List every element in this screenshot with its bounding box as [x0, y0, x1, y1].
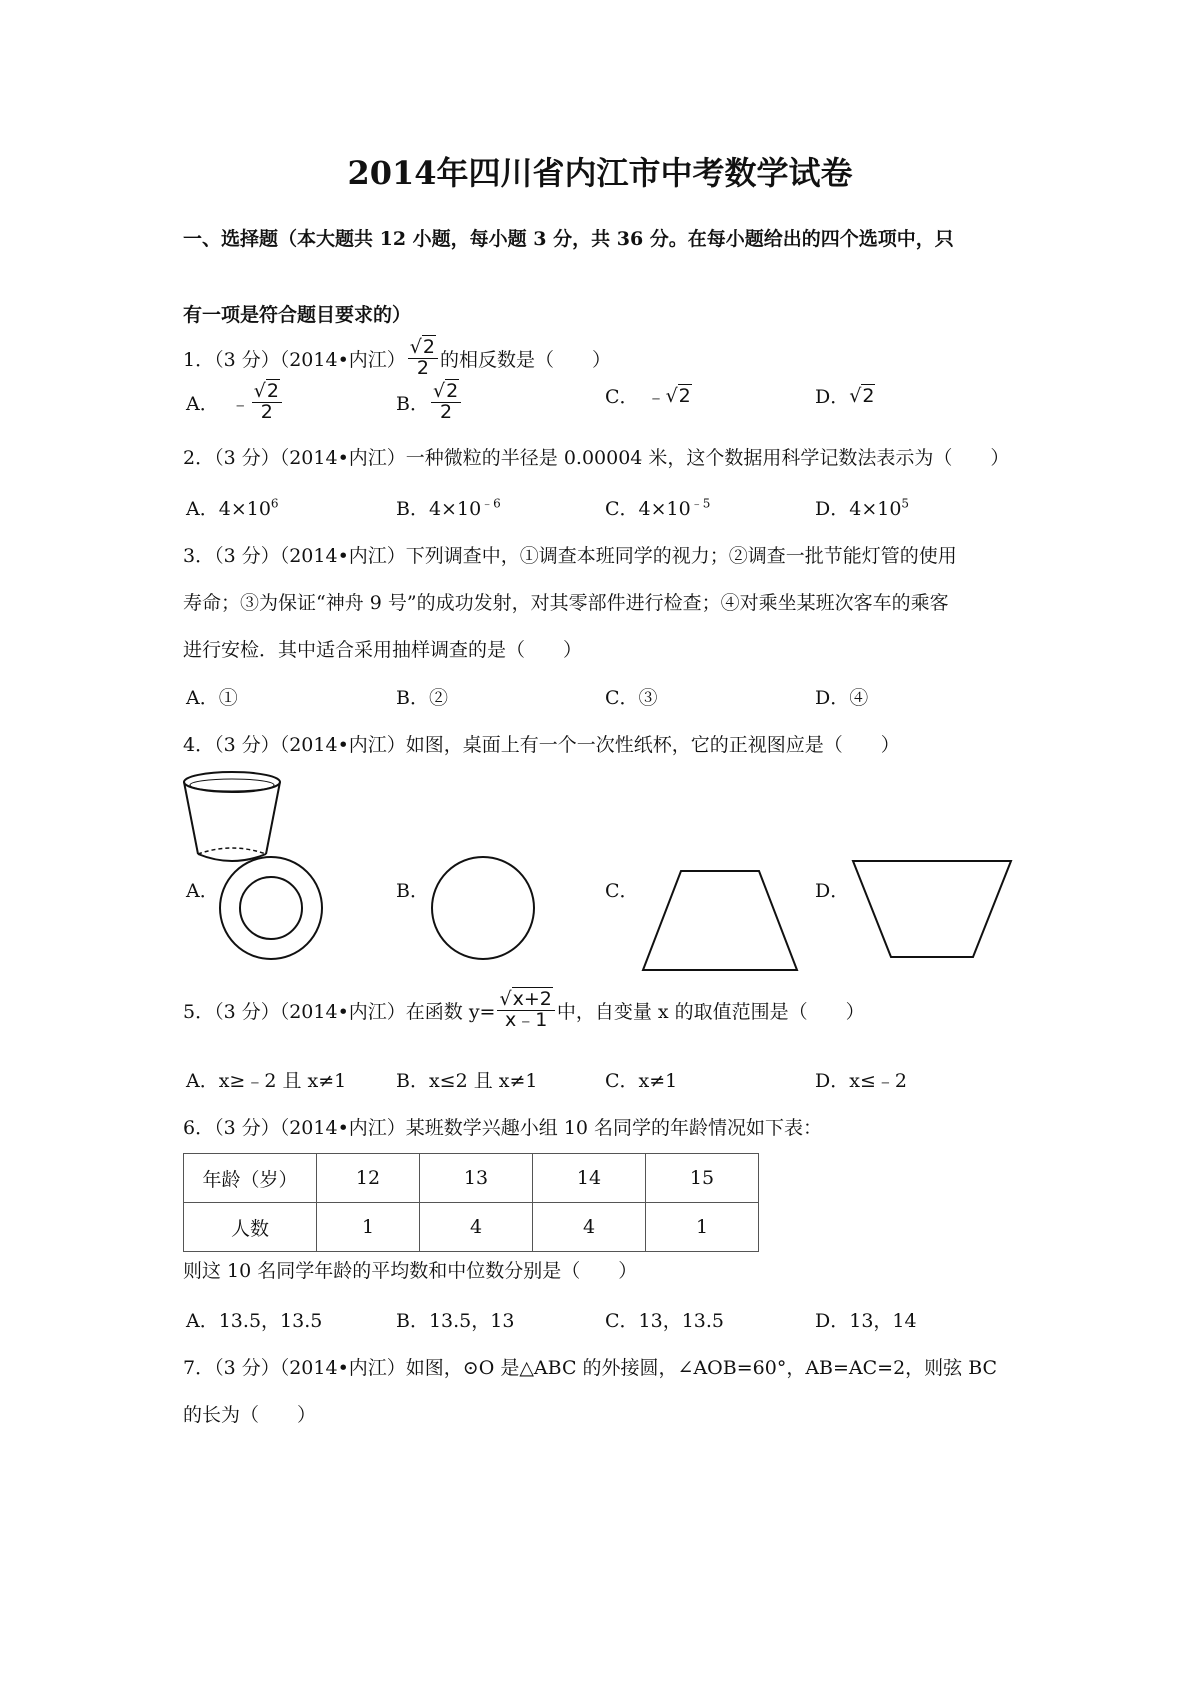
- age-table: [183, 1153, 759, 1252]
- q2-option-d[interactable]: D．$4\times 10^5$: [815, 496, 910, 520]
- q1-option-d[interactable]: D． √2: [815, 384, 875, 408]
- q4-option-a-rings: [218, 855, 324, 961]
- q1-fraction: $\frac{√2}{2}$: [408, 338, 438, 379]
- q4-option-b[interactable]: B．: [396, 880, 429, 902]
- question-3-line3: 进行安检．其中适合采用抽样调查的是（ ）: [183, 639, 583, 661]
- q2-option-b[interactable]: B．$4\times 10^{﹣6}$: [396, 496, 501, 520]
- table-cell: 4: [533, 1203, 646, 1252]
- q5-option-d[interactable]: D．x≤﹣2: [815, 1070, 907, 1092]
- question-3-line2: 寿命；③为保证“神舟 9 号”的成功发射，对其零部件进行检查；④对乘坐某班次客车的乘客: [183, 592, 949, 614]
- q1-option-c[interactable]: C． ﹣ √2: [605, 384, 691, 408]
- q2-option-a[interactable]: A．$4\times 10^6$: [186, 496, 279, 520]
- question-4: 4．（3 分）（2014•内江）如图，桌面上有一个一次性纸杯，它的正视图应是（ ）: [183, 734, 900, 756]
- question-7-line1: 7．（3 分）（2014•内江）如图，⊙O 是△ABC 的外接圆，∠AOB=60°，AB=AC=2，则弦 BC: [183, 1357, 998, 1379]
- q5-option-b[interactable]: B．x≤2 且 x≠1: [396, 1070, 538, 1092]
- table-row: [184, 1154, 759, 1203]
- section-heading-line1: 一、选择题（本大题共 12 小题，每小题 3 分，共 36 分。在每小题给出的四个选项中，只: [183, 228, 954, 250]
- question-2: 2．（3 分）（2014•内江）一种微粒的半径是 0.00004 米，这个数据用科学记数法表示为（ ）: [183, 447, 1010, 469]
- table-cell: 12: [317, 1154, 420, 1203]
- section-heading-line2: 有一项是符合题目要求的）: [183, 304, 412, 326]
- q1-prefix: 1．（3 分）（2014•内江）: [183, 348, 406, 371]
- q5-option-c[interactable]: C．x≠1: [605, 1070, 678, 1092]
- question-5: 5．（3 分）（2014•内江）在函数 y= $\frac{√x+2}{x﹣1}$ 中，自变量 x 的取值范围是（ ）: [183, 988, 865, 1031]
- table-cell: 15: [646, 1154, 759, 1203]
- q4-option-b-circle: [430, 855, 536, 961]
- q1-option-b[interactable]: B． $\frac{√2}{2}$: [396, 382, 463, 423]
- question-3-line1: 3．（3 分）（2014•内江）下列调查中，①调查本班同学的视力；②调查一批节能灯管的使用: [183, 545, 957, 567]
- question-7-line2: 的长为（ ）: [183, 1404, 317, 1426]
- q4-option-c[interactable]: C．: [605, 880, 639, 902]
- sqrt-icon: √2: [409, 336, 435, 358]
- table-cell: 人数: [184, 1203, 317, 1252]
- q3-option-b[interactable]: B．②: [396, 687, 448, 709]
- q4-option-c-trapezoid: [640, 868, 800, 973]
- page-title: 2014年四川省内江市中考数学试卷: [347, 154, 853, 192]
- question-6-after: 则这 10 名同学年龄的平均数和中位数分别是（ ）: [183, 1260, 638, 1282]
- q6-option-b[interactable]: B．13.5，13: [396, 1310, 515, 1332]
- q6-option-a[interactable]: A．13.5，13.5: [186, 1310, 323, 1332]
- table-cell: 1: [646, 1203, 759, 1252]
- q5-option-a[interactable]: A．x≥﹣2 且 x≠1: [186, 1070, 347, 1092]
- q6-option-d[interactable]: D．13，14: [815, 1310, 917, 1332]
- table-cell: 14: [533, 1154, 646, 1203]
- sqrt-icon: √x+2: [499, 988, 552, 1010]
- q2-option-c[interactable]: C．$4\times 10^{﹣5}$: [605, 496, 711, 520]
- q5-fraction: $\frac{√x+2}{x﹣1}$: [497, 990, 554, 1031]
- question-6: 6．（3 分）（2014•内江）某班数学兴趣小组 10 名同学的年龄情况如下表：: [183, 1117, 823, 1139]
- table-cell: 1: [317, 1203, 420, 1252]
- paper-cup-figure: [180, 768, 285, 868]
- table-cell: 13: [420, 1154, 533, 1203]
- q6-option-c[interactable]: C．13，13.5: [605, 1310, 725, 1332]
- q3-option-c[interactable]: C．③: [605, 687, 658, 709]
- q3-option-a[interactable]: A．①: [186, 687, 238, 709]
- table-cell: 年龄（岁）: [184, 1154, 317, 1203]
- q4-option-d[interactable]: D．: [815, 880, 850, 902]
- q1-option-a[interactable]: A． ﹣ $\frac{√2}{2}$: [186, 382, 284, 423]
- q4-option-a[interactable]: A．: [186, 880, 219, 902]
- q3-option-d[interactable]: D．④: [815, 687, 869, 709]
- table-cell: 4: [420, 1203, 533, 1252]
- question-1: [183, 338, 611, 379]
- q1-suffix: 的相反数是（ ）: [439, 348, 611, 371]
- q4-option-d-inverted-trapezoid: [850, 858, 1014, 960]
- table-row: [184, 1203, 759, 1252]
